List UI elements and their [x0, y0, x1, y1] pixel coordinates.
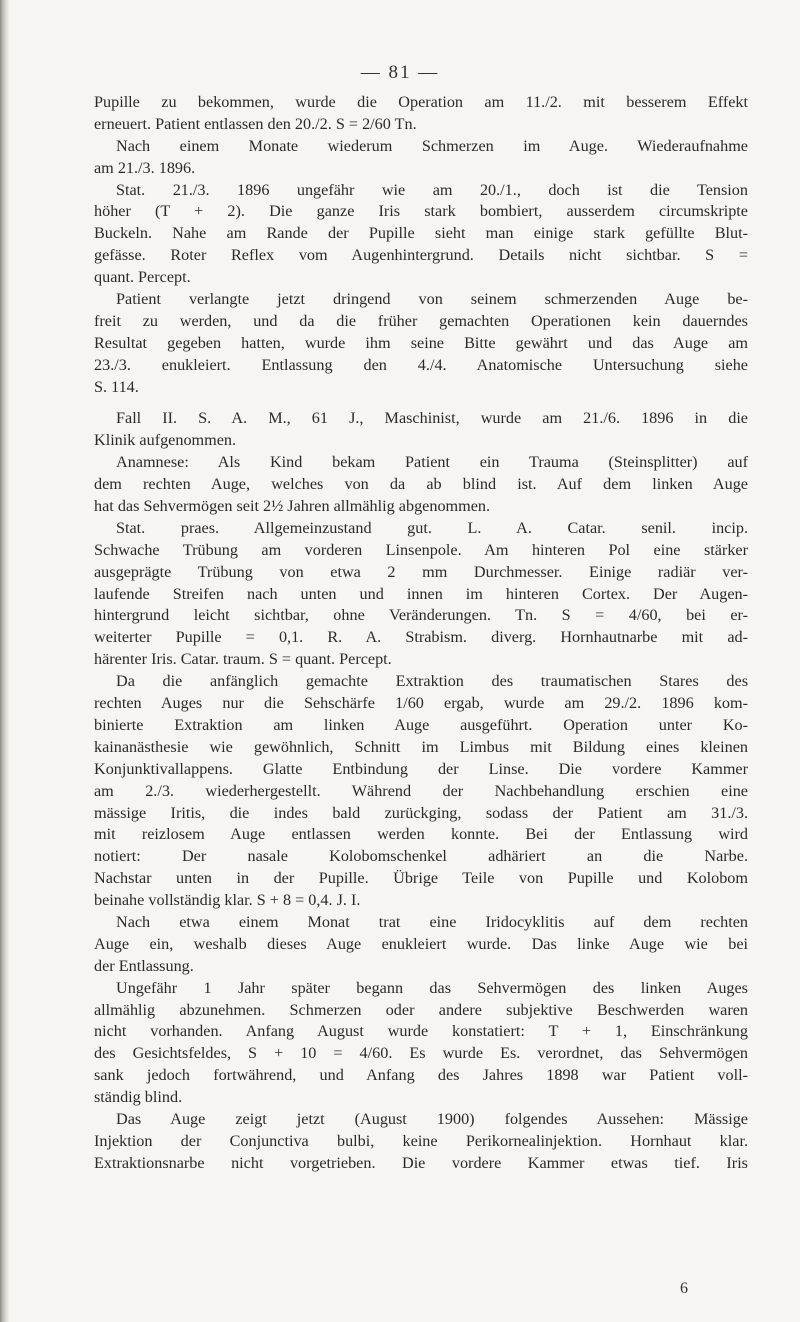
text-line: freit zu werden, und da die früher gemachten Operationen kein dauerndes [94, 311, 748, 330]
book-spine-shadow [0, 0, 10, 1322]
text-line: rechten Auges nur die Sehschärfe 1/60 ergab, wurde am 29./2. 1896 kom- [94, 694, 748, 713]
text-line: Patient verlangte jetzt dringend von seinem schmerzenden Auge be- [116, 290, 748, 309]
text-line: Nachstar unten in der Pupille. Übrige Teile von Pupille und Kolobom [94, 869, 748, 888]
text-line: Klinik aufgenommen. [94, 431, 237, 450]
text-line: S. 114. [94, 377, 139, 396]
text-line: laufende Streifen nach unten und innen im hinteren Cortex. Der Augen- [94, 584, 748, 603]
text-line: Nach einem Monate wiederum Schmerzen im Auge. Wiederaufnahme [116, 136, 748, 155]
text-line: notiert: Der nasale Kolobomschenkel adhäriert an die Narbe. [94, 847, 748, 866]
text-line: dem rechten Auge, welches von da ab blind ist. Auf dem linken Auge [94, 475, 748, 494]
text-line: Auge ein, weshalb dieses Auge enukleiert wurde. Das linke Auge wie bei [94, 934, 748, 953]
text-line: gefässe. Roter Reflex vom Augenhintergrund. Details nicht sichtbar. S = [94, 246, 748, 265]
text-line: erneuert. Patient entlassen den 20./2. S = 2/60 Tn. [94, 114, 417, 133]
text-line: Resultat gegeben hatten, wurde ihm seine Bitte gewährt und das Auge am [94, 333, 748, 352]
text-line: kainanästhesie wie gewöhnlich, Schnitt im Limbus mit Bildung eines kleinen [94, 737, 748, 756]
text-line: beinahe vollständig klar. S + 8 = 0,4. J. I. [94, 891, 361, 910]
text-line: am 2./3. wiederhergestellt. Während der Nachbehandlung erschien eine [94, 781, 748, 800]
text-line: nicht vorhanden. Anfang August wurde konstatiert: T + 1, Einschränkung [94, 1022, 748, 1041]
text-line: Da die anfänglich gemachte Extraktion des traumatischen Stares des [116, 672, 748, 691]
text-line: hat das Sehvermögen seit 2½ Jahren allmählig abgenommen. [94, 497, 491, 516]
text-line: Fall II. S. A. M., 61 J., Maschinist, wurde am 21./6. 1896 in die [116, 409, 748, 428]
text-line: sank jedoch fortwährend, und Anfang des Jahres 1898 war Patient voll- [94, 1066, 748, 1085]
text-line: Schwache Trübung am vorderen Linsenpole. Am hinteren Pol eine stärker [94, 540, 748, 559]
text-line: 23./3. enukleiert. Entlassung den 4./4. Anatomische Untersuchung siehe [94, 355, 748, 374]
text-line: weiterter Pupille = 0,1. R. A. Strabism. diverg. Hornhautnarbe mit ad- [94, 628, 748, 647]
text-line: Extraktionsnarbe nicht vorgetrieben. Die vordere Kammer etwas tief. Iris [94, 1153, 748, 1172]
text-line: höher (T + 2). Die ganze Iris stark bombiert, ausserdem circumskripte [94, 202, 748, 221]
text-line: ausgeprägte Trübung von etwa 2 mm Durchmesser. Einige radiär ver- [94, 562, 748, 581]
text-line: der Entlassung. [94, 956, 194, 975]
text-line: Nach etwa einem Monat trat eine Iridocyklitis auf dem rechten [116, 912, 748, 931]
text-line: allmählig abzunehmen. Schmerzen oder andere subjektive Beschwerden waren [94, 1000, 748, 1019]
text-line: Injektion der Conjunctiva bulbi, keine Perikornealinjektion. Hornhaut klar. [94, 1131, 748, 1150]
text-line: am 21./3. 1896. [94, 158, 196, 177]
text-line: Konjunktivallappens. Glatte Entbindung der Linse. Die vordere Kammer [94, 759, 748, 778]
text-line: Stat. praes. Allgemeinzustand gut. L. A. Catar. senil. incip. [116, 518, 748, 537]
text-line: Buckeln. Nahe am Rande der Pupille sieht man einige stark gefüllte Blut- [94, 224, 748, 243]
text-line: Stat. 21./3. 1896 ungefähr wie am 20./1., doch ist die Tension [116, 180, 748, 199]
text-line: des Gesichtsfeldes, S + 10 = 4/60. Es wurde Es. verordnet, das Sehvermögen [94, 1044, 748, 1063]
text-line: binierte Extraktion am linken Auge ausgeführt. Operation unter Ko- [94, 715, 748, 734]
text-line: hintergrund leicht sichtbar, ohne Veränderungen. Tn. S = 4/60, bei er- [94, 606, 748, 625]
text-line: mässige Iritis, die indes bald zurückging, sodass der Patient am 31./3. [94, 803, 748, 822]
page-number: — 81 — [360, 62, 440, 83]
body-text [94, 92, 748, 1175]
text-line: Anamnese: Als Kind bekam Patient ein Trauma (Steinsplitter) auf [116, 453, 748, 472]
text-line: Pupille zu bekommen, wurde die Operation am 11./2. mit besserem Effekt [94, 93, 748, 111]
text-line: ständig blind. [94, 1088, 183, 1107]
text-line: Ungefähr 1 Jahr später begann das Sehvermögen des linken Auges [116, 978, 748, 997]
text-line: mit reizlosem Auge entlassen werden konnte. Bei der Entlassung wird [94, 825, 748, 844]
text-line: quant. Percept. [94, 268, 191, 287]
signature-mark: 6 [680, 1280, 688, 1297]
text-line: Das Auge zeigt jetzt (August 1900) folgendes Aussehen: Mässige [116, 1109, 748, 1128]
text-line: härenter Iris. Catar. traum. S = quant. Percept. [94, 650, 392, 669]
